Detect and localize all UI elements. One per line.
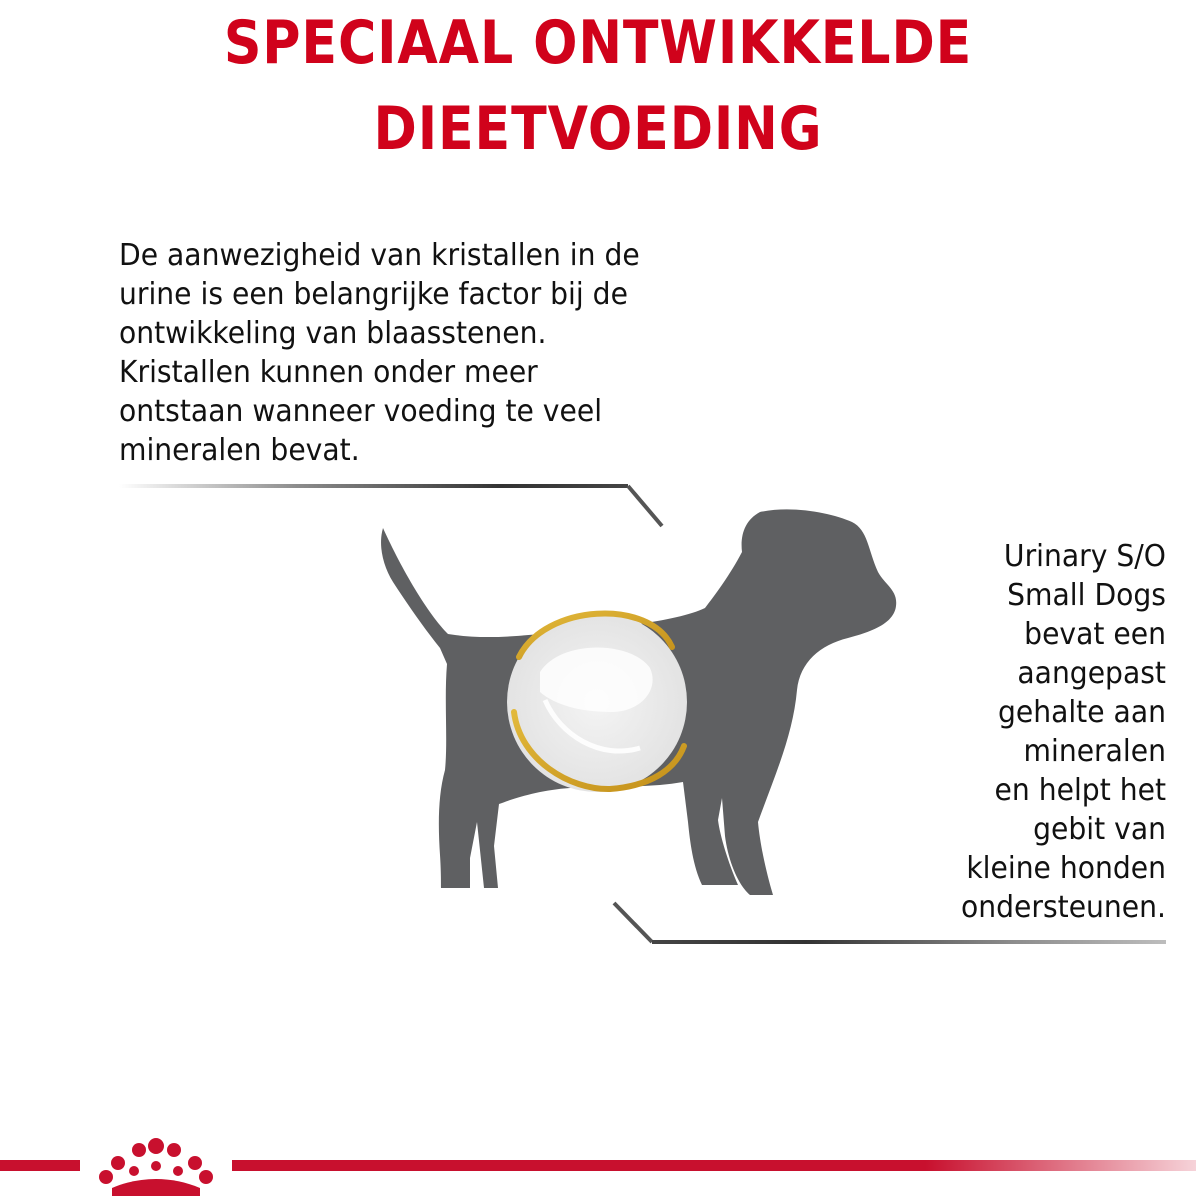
pointer-line-bottom: [614, 903, 1166, 942]
pointer-line-top: [119, 486, 662, 526]
product-benefit-text: Urinary S/O Small Dogs bevat een aangepast gehalte aan mineralen en helpt het gebit van kleine honden ondersteunen.: [960, 539, 1166, 925]
title-line-2: DIEETVOEDING: [373, 94, 823, 164]
crown-logo-icon: [99, 1138, 213, 1196]
title-line-1: SPECIAAL ONTWIKKELDE: [223, 8, 973, 78]
crystal-explanation-text: De aanwezigheid van kristallen in de urine is een belangrijke factor bij de ontwikkeling van blaasstenen. Kristallen kunnen onder meer ontstaan wanneer voeding te veel mineralen bevat.: [119, 238, 640, 468]
bladder-highlight-icon: [507, 612, 687, 792]
